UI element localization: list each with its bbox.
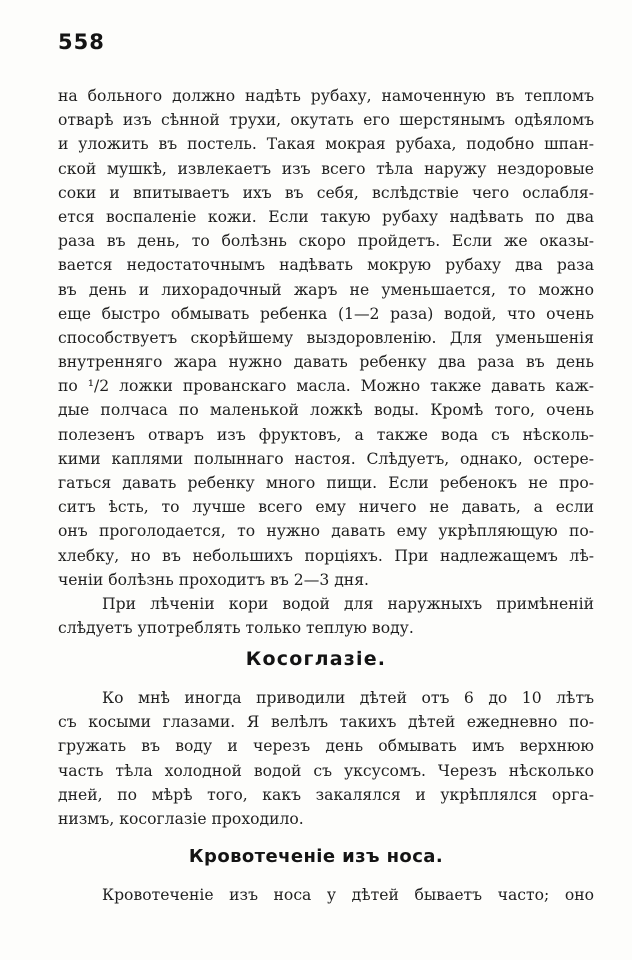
text-line: часть тѣла холодной водой съ уксусомъ. Черезъ нѣсколько <box>58 761 594 780</box>
text-line: полезенъ отваръ изъ фруктовъ, а также вода съ нѣсколь- <box>58 425 594 444</box>
text-line: вается недостаточнымъ надѣвать мокрую рубаху два раза <box>58 256 594 275</box>
text-line: низмъ, косоглазіе проходило. <box>58 809 304 828</box>
text-line: ется воспаленіе кожи. Если такую рубаху надѣвать по два <box>58 207 594 226</box>
text-line: еще быстро обмывать ребенка (1—2 раза) водой, что очень <box>58 304 594 323</box>
text-line: ской мушкѣ, извлекаетъ изъ всего тѣла наружу нездоровые <box>58 159 594 178</box>
text-line: кими каплями полыннаго настоя. Слѣдуетъ, однако, остере- <box>58 449 594 468</box>
page-number: 558 <box>58 30 105 54</box>
text-line: на больного должно надѣть рубаху, намоченную въ тепломъ <box>58 87 594 105</box>
text-line: ситъ ѣсть, то лучше всего ему ничего не давать, а если <box>58 498 594 517</box>
text-line: Кровотеченіе изъ носа у дѣтей бываетъ часто; оно <box>102 886 594 904</box>
text-line: и уложить въ постель. Такая мокрая рубаха, подобно шпан- <box>58 135 594 154</box>
text-line: внутренняго жара нужно давать ребенку два раза въ день <box>58 353 594 372</box>
text-line: онъ проголодается, то нужно давать ему укрѣпляющую по- <box>58 522 594 541</box>
text-line: дые полчаса по маленькой ложкѣ воды. Кромѣ того, очень <box>58 401 594 420</box>
text-line: ченіи болѣзнь проходитъ въ 2—3 дня. <box>58 570 369 589</box>
section-heading-strabismus: Косоглазіе. <box>245 648 387 670</box>
text-line: съ косыми глазами. Я велѣлъ такихъ дѣтей ежедневно по- <box>58 713 594 732</box>
text-line: раза въ день, то болѣзнь скоро пройдетъ. Если же оказы- <box>58 232 594 251</box>
text-line: гружать въ воду и черезъ день обмывать имъ верхнюю <box>58 737 594 756</box>
text-line: слѣдуетъ употреблять только теплую воду. <box>58 619 414 638</box>
text-line: хлебку, но въ небольшихъ порціяхъ. При надлежащемъ лѣ- <box>58 546 594 565</box>
text-line: способствуетъ скорѣйшему выздоровленію. Для уменьшенія <box>58 328 594 347</box>
section-heading-nosebleed: Кровотеченіе изъ носа. <box>188 846 444 867</box>
text-line: соки и впитываетъ ихъ въ себя, вслѣдствіе чего ослабля- <box>58 183 594 202</box>
paragraph-strabismus <box>58 686 594 831</box>
text-line: Ко мнѣ иногда приводили дѣтей отъ 6 до 10 лѣтъ <box>102 689 594 707</box>
paragraph-warm-water <box>58 592 594 640</box>
text-line: по ¹/2 ложки прованскаго масла. Можно также давать каж- <box>58 377 594 396</box>
text-line: въ день и лихорадочный жаръ не уменьшается, то можно <box>58 280 594 299</box>
paragraph-nosebleed <box>58 883 594 907</box>
text-line: дней, по мѣрѣ того, какъ закалялся и укрѣплялся орга- <box>58 785 594 804</box>
paragraph-measles-treatment <box>58 84 594 592</box>
text-line: отварѣ изъ сѣнной трухи, окутать его шерстянымъ одѣяломъ <box>58 111 594 130</box>
text-line: гаться давать ребенку много пищи. Если ребенокъ не про- <box>58 474 594 492</box>
text-line: При лѣченіи кори водой для наружныхъ примѣненій <box>102 595 594 613</box>
